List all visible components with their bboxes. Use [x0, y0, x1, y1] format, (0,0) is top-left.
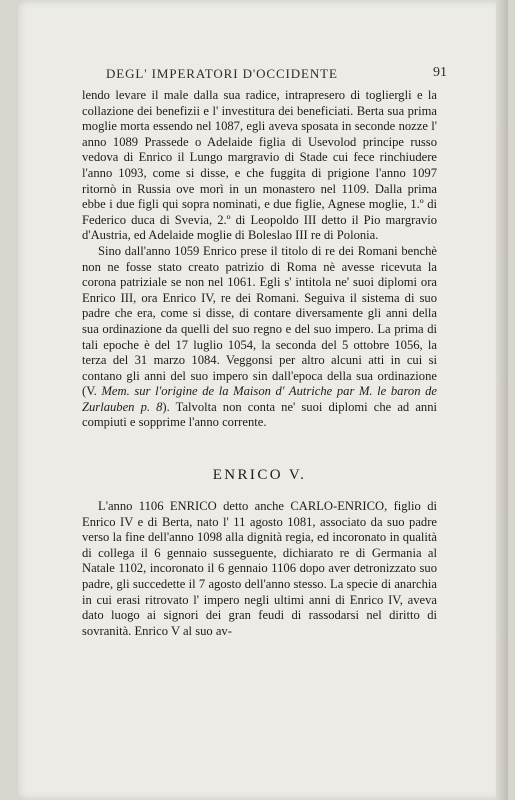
citation: Mem. sur l'origine de la Maison d' Autriche par M. le baron de Zurlauben p. 8	[82, 384, 437, 414]
paragraph-titles-text: Sino dall'anno 1059 Enrico prese il titolo di re dei Romani benchè non ne fosse stato creato patrizio di Roma nè avesse ricevuta la corona patriziale se non nel 1061. Egli s' intitola ne' suoi diplomi ora Enrico III, ora Enrico IV, re dei Romani. Seguiva il sistema di suo padre che era, come si disse, di contare diversamente gli anni della sua ordinazione da quelli del suo regno e del suo impero. La prima di tali epoche è del 17 luglio 1054, la seconda del 5 ottobre 1056, la terza del 31 marzo 1084. Veggonsi per altro alcuni atti in cui si contano gli anni del suo impero sin dall'epoca della sua ordinazione (V.	[82, 243, 437, 399]
paragraph-continued: lendo levare il male dalla sua radice, intrapresero di togliergli e la collazione dei benefizii e l' investitura dei beneficiati. Berta sua prima moglie morta essendo nel 1087, egli aveva sposata in seconde nozze l' anno 1089 Prassede o Adelaide figlia di Usevolod principe russo vedova di Enrico il Lungo margravio di Stade cui fece rinchiudere l'anno 1093, come si disse, e che fuggita di prigione l'anno 1097 ritornò in Russia ove morì in un monastero nel 1109. Dalla prima ebbe i due figli qui sopra nominati, e due figlie, Agnese moglie, 1.º di Federico duca di Svevia, 2.º di Leopoldo III detto il Pio margravio d'Austria, ed Adelaide moglie di Boleslao III re di Polonia.	[82, 88, 437, 243]
section-title: ENRICO V.	[212, 467, 307, 483]
running-header	[100, 66, 447, 82]
text-block-continued	[82, 88, 437, 431]
paragraph-enrico-v: L'anno 1106 ENRICO detto anche CARLO-ENRICO, figlio di Enrico IV e di Berta, nato l' 11 agosto 1081, associato da suo padre verso la fine dell'anno 1098 alla dignità regia, ed incoronato in qualità di collega il 6 gennaio susseguente, dichiarato re di Germania al Natale 1102, incoronato il 6 gennaio 1106 dopo aver detronizzato suo padre, gli succedette il 7 agosto dell'anno stesso. La specie di anarchia in cui erasi ritrovato l' impero negli ultimi anni di Enrico IV, aveva dato luogo ai signori dei gran feudi di rassodarsi nel diritto di sovranità. Enrico V al suo av-	[82, 499, 437, 638]
paragraph-titles-end: ). Talvolta non conta ne' suoi diplomi che ad anni compiuti e sopprime l'anno corrente.	[82, 399, 437, 430]
page-number: 91	[433, 65, 447, 80]
running-title: DEGL' IMPERATORI D'OCCIDENTE	[106, 66, 338, 81]
page-edge-shadow	[496, 0, 508, 800]
paragraph-titles	[82, 244, 437, 431]
text-block-enrico-v	[82, 499, 437, 639]
